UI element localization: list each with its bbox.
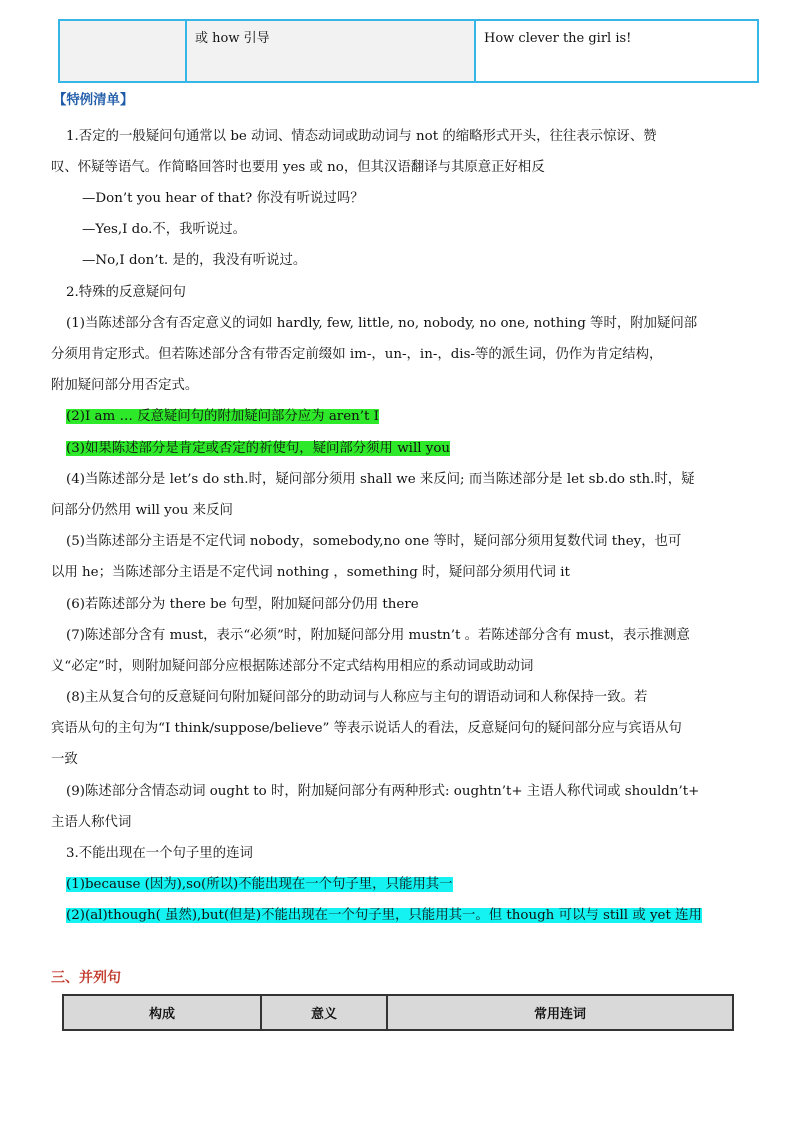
item2-p9-line1: (9)陈述部分含情态动词 ought to 时，附加疑问部分有两种形式: oughtn’t+ 主语人称代词或 shouldn’t+ <box>66 784 700 799</box>
item2-p9-line2: 主语人称代词 <box>51 815 132 830</box>
item2-p8-line2: 宾语从句的主句为“I think/suppose/believe” 等表示说话人的看法，反意疑问句的疑问部分应与宾语从句 <box>51 721 682 736</box>
highlight-green: (3)如果陈述部分是肯定或否定的祈使句，疑问部分须用 will you <box>66 441 451 456</box>
item2-p8-line1: (8)主从复合句的反意疑问句附加疑问部分的助动词与人称应与主句的谓语动词和人称保持一致。若 <box>66 690 648 705</box>
item2-p3 <box>66 439 450 459</box>
table-cell-2: 或 how 引导 <box>186 20 475 82</box>
section-title: 三、并列句 <box>51 970 121 986</box>
item1-line2: 叹、怀疑等语气。作简略回答时也要用 yes 或 no，但其汉语翻译与其原意正好相反 <box>51 160 545 175</box>
item2-p1-line3: 附加疑问部分用否定式。 <box>51 378 199 393</box>
item2-p5-line2: 以用 he；当陈述部分主语是不定代词 nothing ，something 时，疑问部分须用代词 it <box>51 565 570 580</box>
top-table <box>58 19 759 83</box>
header-cell-meaning: 意义 <box>261 995 387 1030</box>
item2-p1-line2: 分须用肯定形式。但若陈述部分含有带否定前缀如 im-，un-，in-，dis-等的派生词，仍作为肯定结构， <box>51 347 663 362</box>
item2-p4-line1: (4)当陈述部分是 let’s do sth.时，疑问部分须用 shall we 来反问; 而当陈述部分是 let sb.do sth.时，疑 <box>66 472 695 487</box>
item2-p4-line2: 问部分仍然用 will you 来反问 <box>51 503 233 518</box>
item2-p2 <box>66 407 379 427</box>
item1-line1: 1.否定的一般疑问句通常以 be 动词、情态动词或助动词与 not 的缩略形式开头，往往表示惊讶、赞 <box>66 129 657 144</box>
item2-p7-line1: (7)陈述部分含有 must，表示“必须”时，附加疑问部分用 mustn’t 。若陈述部分含有 must，表示推测意 <box>66 628 690 643</box>
header-cell-conjunctions: 常用连词 <box>387 995 733 1030</box>
item2-title: 2.特殊的反意疑问句 <box>66 285 186 300</box>
dialog-line-3: —No,I don’t. 是的，我没有听说过。 <box>82 253 307 268</box>
table-header-row <box>63 995 733 1030</box>
table-cell-3: How clever the girl is! <box>475 20 758 82</box>
item2-p5-line1: (5)当陈述部分主语是不定代词 nobody，somebody,no one 等时，疑问部分须用复数代词 they，也可 <box>66 534 682 549</box>
item2-p8-line3: 一致 <box>51 752 78 767</box>
item2-p6: (6)若陈述部分为 there be 句型，附加疑问部分仍用 there <box>66 597 419 612</box>
item3-p1 <box>66 875 453 895</box>
table-cell-1 <box>59 20 186 82</box>
dialog-line-2: —Yes,I do.不，我听说过。 <box>82 222 247 237</box>
item3-p2 <box>66 906 702 926</box>
highlight-cyan: (1)because (因为),so(所以)不能出现在一个句子里，只能用其一 <box>66 877 453 892</box>
highlight-cyan: (2)(al)though( 虽然),but(但是)不能出现在一个句子里，只能用其一。但 though 可以与 still 或 yet 连用 <box>66 908 702 923</box>
dialog-line-1: —Don’t you hear of that? 你没有听说过吗？ <box>82 191 364 206</box>
item2-p1-line1: (1)当陈述部分含有否定意义的词如 hardly, few, little, no, nobody, no one, nothing 等时，附加疑问部 <box>66 316 698 331</box>
item3-title: 3.不能出现在一个句子里的连词 <box>66 846 253 861</box>
table-row <box>59 20 758 82</box>
highlight-green: (2)I am … 反意疑问句的附加疑问部分应为 aren’t I <box>66 409 379 424</box>
header-cell-structure: 构成 <box>63 995 261 1030</box>
bottom-table <box>62 994 734 1031</box>
item2-p7-line2: 义“必定”时，则附加疑问部分应根据陈述部分不定式结构用相应的系动词或助动词 <box>51 659 534 674</box>
special-list-heading: 【特例清单】 <box>53 93 134 108</box>
